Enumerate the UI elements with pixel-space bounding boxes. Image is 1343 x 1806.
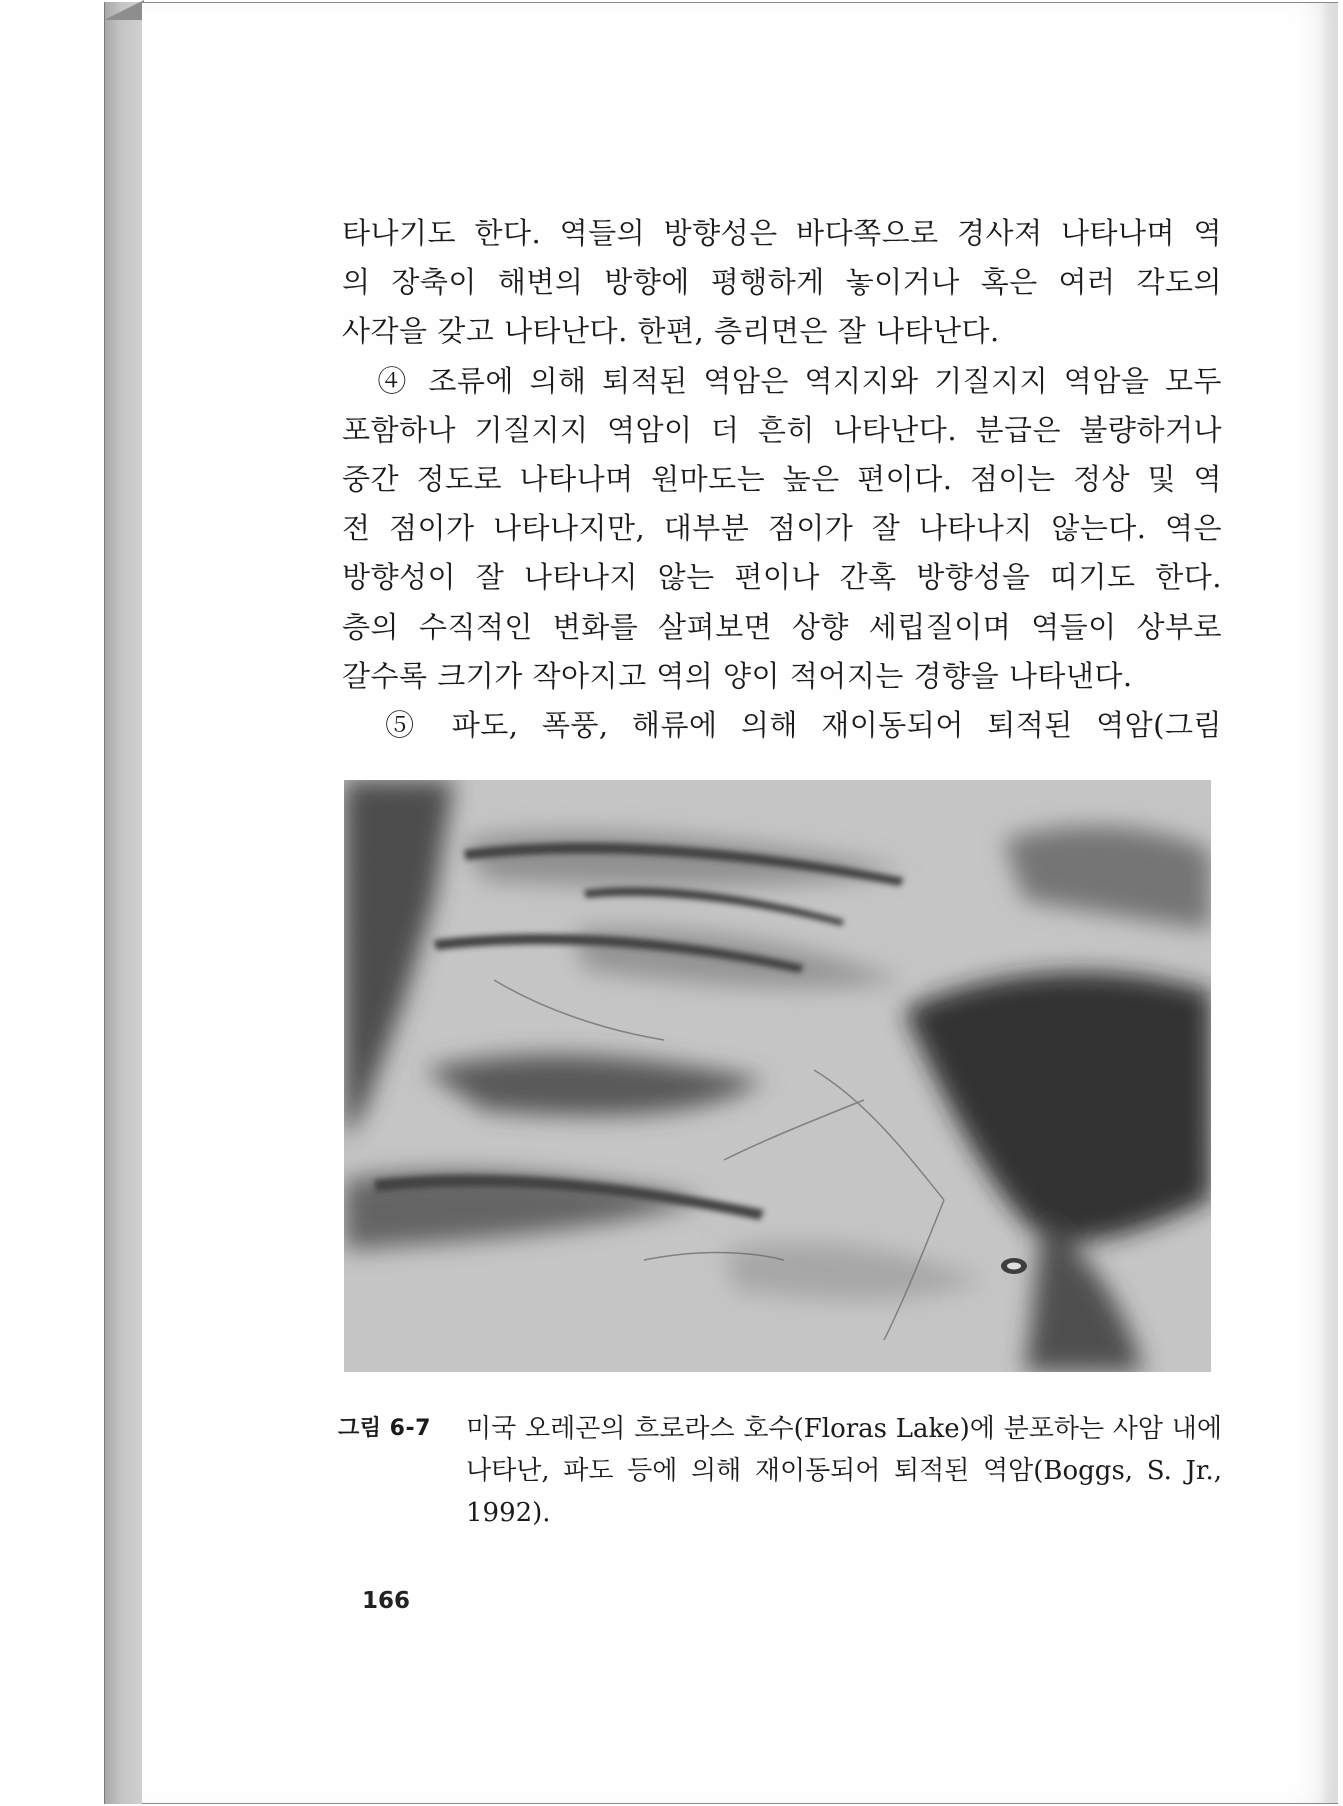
text-line: 전 점이가 나타나지만, 대부분 점이가 잘 나타나지 않는다. 역은: [342, 511, 1222, 546]
figure-photo-conglomerate: [344, 780, 1211, 1372]
page-edge-shadow: [1320, 3, 1338, 1803]
text-line: ⑤ 파도, 폭풍, 해류에 의해 재이동되어 퇴적된 역암(그림: [342, 707, 1222, 742]
text-line: 사각을 갖고 나타난다. 한편, 층리면은 잘 나타난다.: [342, 314, 1000, 349]
text-line: 포함하나 기질지지 역암이 더 흔히 나타난다. 분급은 불량하거나: [342, 412, 1222, 447]
page-number: 166: [362, 1588, 411, 1614]
text-line: 의 장축이 해변의 방향에 평행하게 놓이거나 혹은 여러 각도의: [342, 265, 1222, 300]
figure-label: 그림 6-7: [338, 1416, 431, 1441]
text-line: 타나기도 한다. 역들의 방향성은 바다쪽으로 경사져 나타나며 역: [342, 216, 1222, 250]
text-line: 중간 정도로 나타나며 원마도는 높은 편이다. 점이는 정상 및 역: [342, 461, 1222, 496]
text-line: 방향성이 잘 나타나지 않는 편이나 간혹 방향성을 띠기도 한다.: [342, 560, 1222, 595]
figure-caption-text: 미국 오레곤의 흐로라스 호수(Floras Lake)에 분포하는 사암 내에 나타난, 파도 등에 의해 재이동되어 퇴적된 역암(Boggs, S. Jr., 1992).: [466, 1414, 1222, 1528]
text-line: ④ 조류에 의해 퇴적된 역암은 역지지와 기질지지 역암을 모두: [342, 363, 1222, 398]
text-line: 갈수록 크기가 작아지고 역의 양이 적어지는 경향을 나타낸다.: [342, 658, 1133, 693]
book-spine-top: [104, 0, 144, 20]
body-text: [342, 209, 1222, 750]
text-line: 층의 수직적인 변화를 살펴보면 상향 세립질이며 역들이 상부로: [342, 609, 1222, 644]
book-page: [142, 2, 1338, 1804]
book-spine: [104, 2, 145, 1804]
